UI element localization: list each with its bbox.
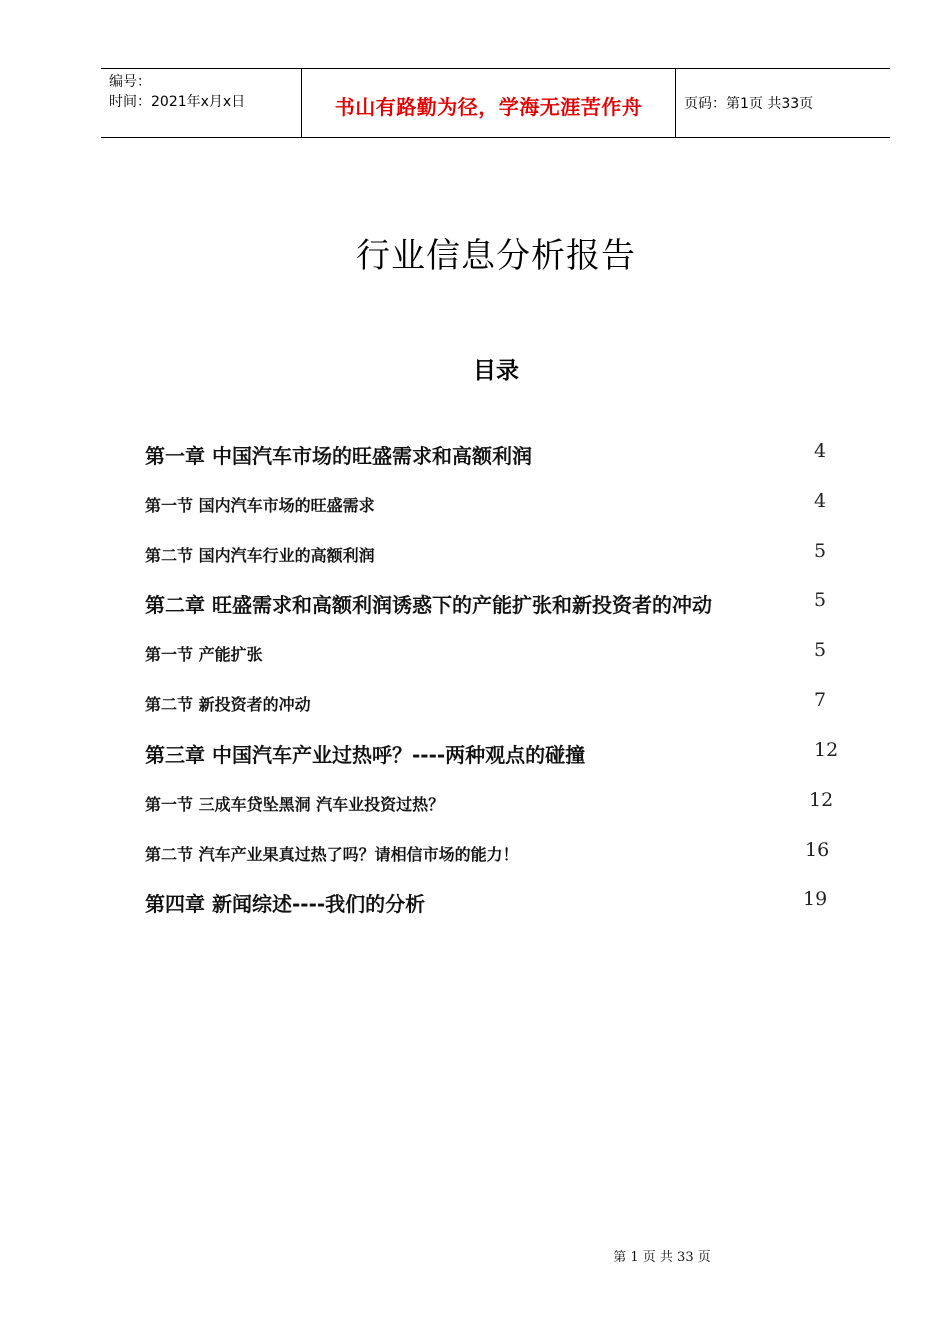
toc-entry-page: 5 [814,540,827,562]
toc-entry-label: 第二节 新投资者的冲动 [145,695,311,714]
toc-entry-section[interactable] [145,540,845,570]
toc-entry-section[interactable] [145,639,845,669]
toc-entry-chapter[interactable] [145,739,845,769]
toc-title: 目录 [473,358,519,384]
page-footer: 第 1 页 共 33 页 [613,1250,711,1265]
toc-entry-page: 12 [814,739,839,761]
toc-entry-chapter[interactable] [145,589,845,619]
toc-entry-section[interactable] [145,839,845,869]
toc-entry-page: 5 [814,639,827,661]
toc-entry-page: 4 [814,440,827,462]
toc-entry-chapter[interactable] [145,440,845,470]
toc-entry-label: 第一章 中国汽车市场的旺盛需求和高额利润 [145,444,532,468]
toc-entry-page: 16 [805,839,830,861]
toc-entry-page: 19 [803,888,828,910]
toc-entry-label: 第四章 新闻综述----我们的分析 [145,892,426,916]
toc-entry-page: 4 [814,490,827,512]
toc-entry-label: 第三章 中国汽车产业过热呼？----两种观点的碰撞 [145,743,586,767]
toc-entry-label: 第一节 国内汽车市场的旺盛需求 [145,496,375,515]
document-header [101,68,890,138]
toc-entry-page: 7 [814,689,827,711]
toc-entry-section[interactable] [145,689,845,719]
toc-entry-chapter[interactable] [145,888,845,918]
toc-entry-label: 第二节 汽车产业果真过热了吗？请相信市场的能力！ [145,845,519,864]
toc-entry-section[interactable] [145,789,845,819]
toc-entry-label: 第二章 旺盛需求和高额利润诱惑下的产能扩张和新投资者的冲动 [145,593,712,617]
toc-entry-page: 12 [809,789,834,811]
toc-entry-label: 第一节 三成车贷坠黑洞 汽车业投资过热？ [145,795,445,814]
header-number: 编号： [109,74,151,90]
toc-entry-page: 5 [814,589,827,611]
header-page-info: 页码：第1页 共33页 [684,96,814,112]
toc-entry-label: 第二节 国内汽车行业的高额利润 [145,546,375,565]
header-motto: 书山有路勤为径，学海无涯苦作舟 [302,69,676,137]
toc-entry-label: 第一节 产能扩张 [145,645,263,664]
document-title: 行业信息分析报告 [356,236,636,276]
header-meta [101,69,302,137]
toc-entry-section[interactable] [145,490,845,520]
header-time: 时间：2021年x月x日 [109,94,246,110]
